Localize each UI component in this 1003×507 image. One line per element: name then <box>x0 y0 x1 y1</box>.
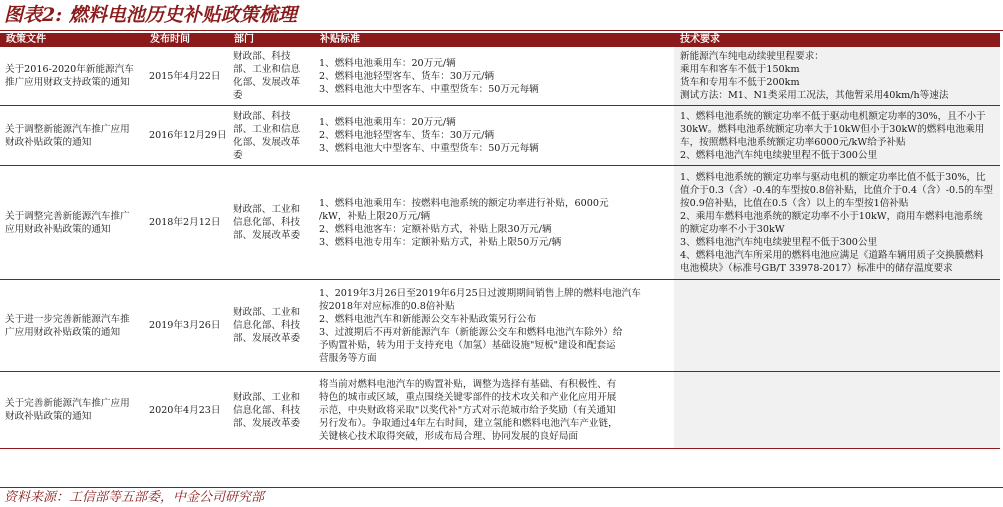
policy-cell: 关于完善新能源汽车推广应用财政补贴政策的通知 <box>0 372 144 449</box>
date-cell: 2020年4月23日 <box>144 372 228 449</box>
tech-line: 乘用车和客车不低于150km <box>680 64 800 75</box>
tech-cell <box>674 280 1000 372</box>
subsidy-line: 特色的城市或区域，重点围绕关键零部件的技术攻关和产业化应用开展 <box>319 391 617 403</box>
subsidy-line: 1、燃料电池乘用车：20万元/辆 <box>319 57 456 69</box>
policy-cell: 关于调整完善新能源汽车推广应用财政补贴政策的通知 <box>0 166 144 280</box>
department-cell: 财政部、工业和信息化部、科技部、发展改革委 <box>228 372 314 449</box>
date-cell: 2019年3月26日 <box>144 280 228 372</box>
header-date: 发布时间 <box>144 33 228 47</box>
tech-line: 按0.9倍补贴，比值在0.5（含）以上的车型按1倍补贴 <box>680 197 909 209</box>
tech-line: 4、燃料电池汽车所采用的燃料电池应满足《道路车辆用质子交换膜燃料 <box>680 249 984 261</box>
subsidy-line: 2、燃料电池轻型客车、货车：30万元/辆 <box>319 130 495 141</box>
tech-line: 3、燃料电池汽车纯电续驶里程不低于300公里 <box>680 236 878 248</box>
tech-cell <box>674 47 1000 106</box>
tech-line: 测试方法：M1、N1类采用工况法，其他暂采用40km/h等速法 <box>680 90 949 101</box>
table-row <box>0 166 1000 280</box>
tech-line: 1、燃料电池系统的额定功率与驱动电机的额定功率比值不低于30%，比 <box>680 171 986 183</box>
tech-line: 货车和专用车不低于200km <box>680 77 800 88</box>
subsidy-line: /kW，补贴上限20万元/辆 <box>319 210 431 222</box>
header-tech: 技术要求 <box>674 33 1000 47</box>
subsidy-cell <box>314 280 674 372</box>
table-row <box>0 47 1000 106</box>
header-policy: 政策文件 <box>0 33 144 47</box>
subsidy-line: 3、燃料电池大中型客车、中重型货车：50万元每辆 <box>319 83 539 95</box>
policy-cell: 关于调整新能源汽车推广应用财政补贴政策的通知 <box>0 106 144 166</box>
subsidy-line: 营服务等方面 <box>319 352 377 364</box>
subsidy-line: 2、燃料电池客车：定额补贴方式，补贴上限30万元/辆 <box>319 223 552 235</box>
tech-line: 1、燃料电池系统的额定功率不低于驱动电机额定功率的30%，且不小于 <box>680 110 986 122</box>
subsidy-line: 予购置补贴，转为用于支持充电（加氢）基础设施"短板"建设和配套运 <box>319 339 616 351</box>
subsidy-line: 按2018年对应标准的0.8倍补贴 <box>319 300 455 312</box>
policy-table <box>0 33 1000 449</box>
tech-line: 的额定功率不小于30kW <box>680 223 785 235</box>
subsidy-line: 1、2019年3月26日至2019年6月25日过渡期期间销售上牌的燃料电池汽车 <box>319 287 641 299</box>
subsidy-cell <box>314 106 674 166</box>
subsidy-line: 2、燃料电池轻型客车、货车：30万元/辆 <box>319 70 495 82</box>
subsidy-line: 3、燃料电池专用车：定额补贴方式，补贴上限50万元/辆 <box>319 236 562 248</box>
table-row <box>0 280 1000 372</box>
table-row <box>0 106 1000 166</box>
tech-line: 30kW。燃料电池系统额定功率大于10kW但小于30kW的燃料电池乘用 <box>680 123 985 135</box>
subsidy-line: 将当前对燃料电池汽车的购置补贴，调整为选择有基础、有积极性、有 <box>319 378 617 390</box>
date-cell: 2016年12月29日 <box>144 106 228 166</box>
tech-line: 新能源汽车纯电动续驶里程要求： <box>680 51 824 62</box>
policy-cell: 关于进一步完善新能源汽车推广应用财政补贴政策的通知 <box>0 280 144 372</box>
department-cell: 财政部、科技部、工业和信息化部、发展改革委 <box>228 47 314 106</box>
table-header-row <box>0 33 1000 47</box>
tech-line: 2、燃料电池汽车纯电续驶里程不低于300公里 <box>680 149 878 161</box>
tech-line: 车，按照燃料电池系统额定功率6000元/kW给予补贴 <box>680 136 906 148</box>
header-subsidy: 补贴标准 <box>314 33 674 47</box>
tech-line: 电池模块》（标准号GB/T 33978-2017）标准中的储存温度要求 <box>680 262 953 274</box>
tech-cell <box>674 106 1000 166</box>
subsidy-line: 2、燃料电池汽车和新能源公交车补贴政策另行公布 <box>319 313 537 325</box>
subsidy-line: 示范，中央财政将采取"以奖代补"方式对示范城市给予奖励（有关通知 <box>319 404 616 416</box>
header-department: 部门 <box>228 33 314 47</box>
subsidy-line: 3、燃料电池大中型客车、中重型货车：50万元每辆 <box>319 143 539 154</box>
department-cell: 财政部、科技部、工业和信息化部、发展改革委 <box>228 106 314 166</box>
subsidy-line: 1、燃料电池乘用车：20万元/辆 <box>319 117 456 128</box>
subsidy-line: 关键核心技术取得突破，形成布局合理、协同发展的良好局面 <box>319 430 579 442</box>
tech-cell <box>674 166 1000 280</box>
source-divider <box>0 487 1003 488</box>
tech-line: 2、乘用车燃料电池系统的额定功率不小于10kW，商用车燃料电池系统 <box>680 210 983 222</box>
date-cell: 2018年2月12日 <box>144 166 228 280</box>
date-cell: 2015年4月22日 <box>144 47 228 106</box>
department-cell: 财政部、工业和信息化部、科技部、发展改革委 <box>228 280 314 372</box>
tech-line: 值介于0.3（含）-0.4的车型按0.8倍补贴，比值介于0.4（含）-0.5的车型 <box>680 184 994 196</box>
subsidy-line: 3、过渡期后不再对新能源汽车（新能源公交车和燃料电池汽车除外）给 <box>319 326 623 338</box>
source-note: 资料来源：工信部等五部委，中金公司研究部 <box>4 490 265 505</box>
figure-title: 图表2: 燃料电池历史补贴政策梳理 <box>4 4 297 26</box>
title-divider <box>0 30 1003 31</box>
tech-cell <box>674 372 1000 449</box>
department-cell: 财政部、工业和信息化部、科技部、发展改革委 <box>228 166 314 280</box>
subsidy-line: 另行发布）。争取通过4年左右时间，建立氢能和燃料电池汽车产业链， <box>319 417 618 429</box>
policy-cell: 关于2016-2020年新能源汽车推广应用财政支持政策的通知 <box>0 47 144 106</box>
subsidy-cell <box>314 372 674 449</box>
subsidy-cell <box>314 166 674 280</box>
subsidy-line: 1、燃料电池乘用车：按燃料电池系统的额定功率进行补贴，6000元 <box>319 197 609 209</box>
subsidy-cell <box>314 47 674 106</box>
table-row <box>0 372 1000 449</box>
